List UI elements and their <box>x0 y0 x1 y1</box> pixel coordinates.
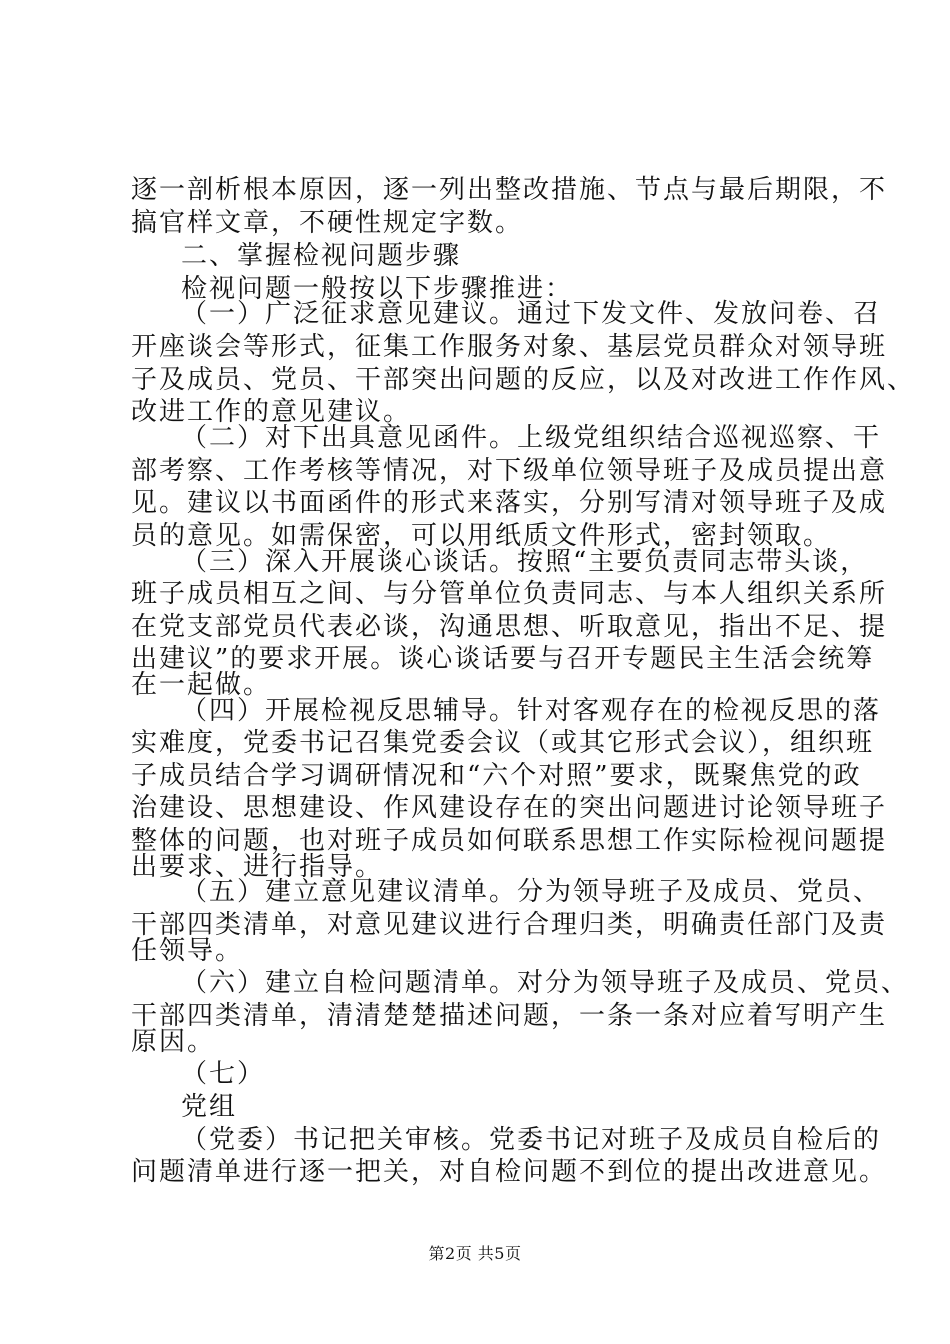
text-line: 开座谈会等形式，征集工作服务对象、基层党员群众对领导班 <box>131 332 888 362</box>
text-line: 检视问题一般按以下步骤推进： <box>181 274 574 304</box>
text-line: （四）开展检视反思辅导。针对客观存在的检视反思的落 <box>181 696 882 726</box>
text-line: 部考察、工作考核等情况，对下级单位领导班子及成员提出意 <box>131 456 888 486</box>
text-line: （党委）书记把关审核。党委书记对班子及成员自检后的 <box>181 1125 882 1155</box>
text-line: （三）深入开展谈心谈话。按照“主要负责同志带头谈， <box>181 547 869 577</box>
text-line: 子及成员、党员、干部突出问题的反应，以及对改进工作作风、 <box>131 365 916 395</box>
text-line: 搞官样文章，不硬性规定字数。 <box>131 208 524 238</box>
text-line: 党组 <box>181 1092 238 1122</box>
text-line: 在党支部党员代表必谈，沟通思想、听取意见，指出不足、提 <box>131 612 888 642</box>
page-number-footer: 第2页 共5页 <box>428 1244 522 1263</box>
text-line: 员的意见。如需保密，可以用纸质文件形式，密封领取。 <box>131 521 832 551</box>
text-line: （七） <box>181 1059 266 1089</box>
text-line: 治建设、思想建设、作风建设存在的突出问题进讨论领导班子 <box>131 793 888 823</box>
text-line: 实难度，党委书记召集党委会议（或其它形式会议），组织班 <box>131 728 875 758</box>
text-line: 出建议”的要求开展。谈心谈话要与召开专题民主生活会统筹 <box>131 644 875 674</box>
text-line: 原因。 <box>131 1027 216 1057</box>
text-line: 干部四类清单，对意见建议进行合理归类，明确责任部门及责 <box>131 910 888 940</box>
text-line: 干部四类清单，清清楚楚描述问题，一条一条对应着写明产生 <box>131 1001 888 1031</box>
text-line: （五）建立意见建议清单。分为领导班子及成员、党员、 <box>181 877 882 907</box>
text-line: 见。建议以书面函件的形式来落实，分别写清对领导班子及成 <box>131 488 888 518</box>
text-line: 问题清单进行逐一把关，对自检问题不到位的提出改进意见。 <box>131 1157 888 1187</box>
text-line: 整体的问题，也对班子成员如何联系思想工作实际检视问题提 <box>131 826 888 856</box>
text-line: 在一起做。 <box>131 670 272 700</box>
section-heading: 二、掌握检视问题步骤 <box>181 241 462 271</box>
text-line: （六）建立自检问题清单。对分为领导班子及成员、党员、 <box>181 968 910 998</box>
text-line: 子成员结合学习调研情况和“六个对照”要求，既聚焦党的政 <box>131 761 862 791</box>
text-line: 班子成员相互之间、与分管单位负责同志、与本人组织关系所 <box>131 579 888 609</box>
text-line: （二）对下出具意见函件。上级党组织结合巡视巡察、干 <box>181 423 882 453</box>
text-line: 改进工作的意见建议。 <box>131 397 412 427</box>
text-line: 出要求、进行指导。 <box>131 852 384 882</box>
text-line: 任领导。 <box>131 936 244 966</box>
text-line: （一）广泛征求意见建议。通过下发文件、发放问卷、召 <box>181 299 882 329</box>
text-line: 逐一剖析根本原因，逐一列出整改措施、节点与最后期限，不 <box>131 175 888 205</box>
